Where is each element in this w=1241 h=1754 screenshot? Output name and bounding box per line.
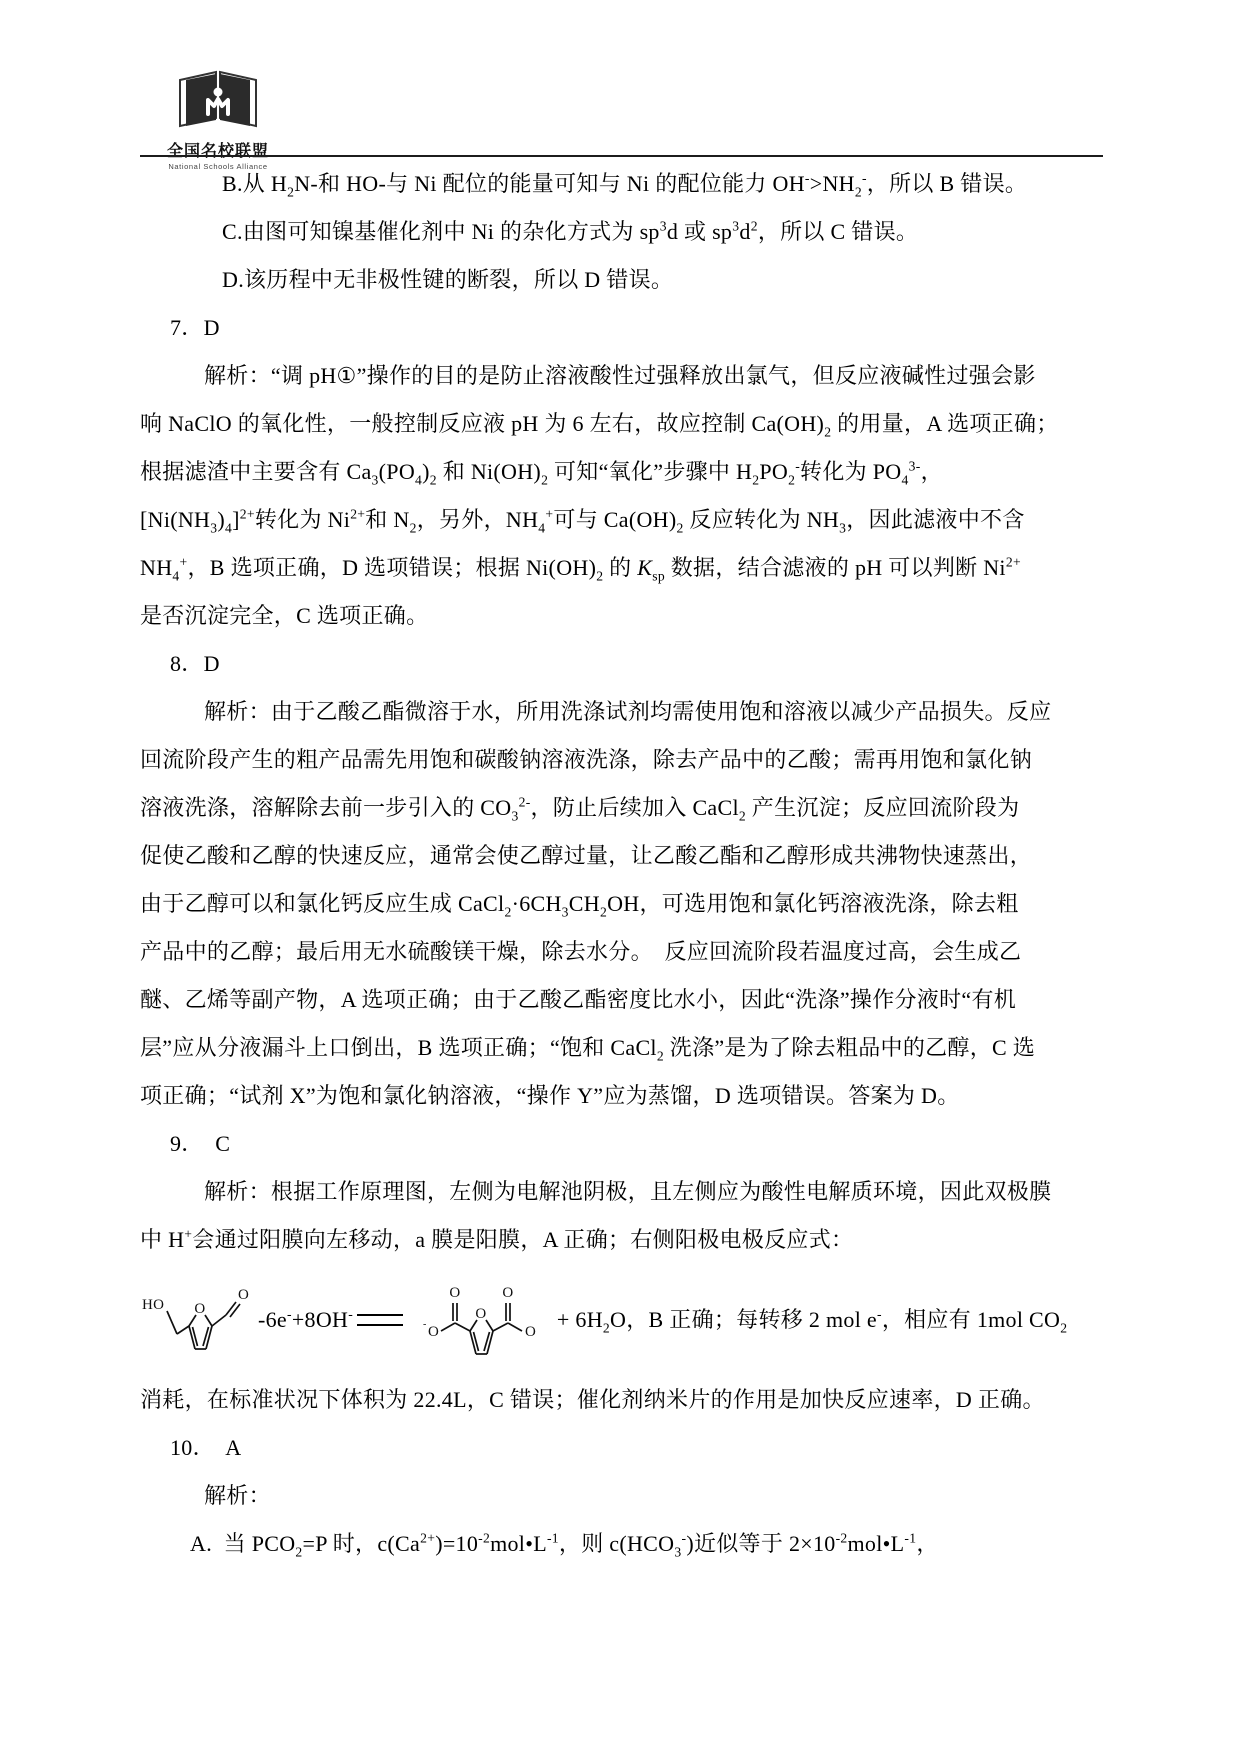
text-block-top <box>140 160 1108 1264</box>
text-line: 根据滤渣中主要含有 $Ca_3(PO_4)_2$ 和 $Ni(OH)_2$ 可知“氧化”步骤中 $H_2PO_2^-$转化为 $PO_4^{3-}$， <box>140 458 943 488</box>
svg-text:HO: HO <box>142 1297 165 1313</box>
equation-right-text: + $6H_2O$，B 正确；每转移 2 mol e-，相应有 1mol $CO_2$ <box>551 1306 1068 1336</box>
svg-text:O: O <box>475 1306 487 1322</box>
reaction-equals-sign <box>357 1314 403 1326</box>
svg-text:O: O <box>449 1285 461 1301</box>
text-block-bottom <box>140 1376 1108 1568</box>
text-line: A. 当 $PCO_2=P$ 时，$c(Ca^{2+})=10^{-2}mol•L^{-1}$，则 $c(HCO_3^-)$近似等于 $2\times 10^{-2}mol•L^{-1}$， <box>190 1530 939 1560</box>
hmf-structure <box>140 1277 258 1363</box>
text-line: 解析： <box>204 1483 271 1508</box>
logo-subtitle: National Schools Alliance <box>168 162 268 171</box>
equation-left-text: -6e-+8OH- <box>258 1306 354 1332</box>
text-line: 响 NaClO 的氧化性，一般控制反应液 pH 为 6 左右，故应控制 $Ca(OH)_2$ 的用量，A 选项正确； <box>140 411 1059 440</box>
svg-text:-: - <box>423 1319 427 1330</box>
fdca-structure <box>411 1275 551 1365</box>
document-content <box>140 160 1108 1568</box>
text-line: 解析：由于乙酸乙酯微溶于水，所用洗涤试剂均需使用饱和溶液以减少产品损失。反应 <box>204 699 1052 724</box>
text-line: 是否沉淀完全，C 选项正确。 <box>140 603 429 628</box>
open-book-icon <box>172 68 264 132</box>
text-line: 中 H+会通过阳膜向左移动，a 膜是阳膜，A 正确；右侧阳极电极反应式： <box>140 1226 854 1252</box>
text-line: 层”应从分液漏斗上口倒出，B 选项正确；“饱和 CaCl$_2$ 洗涤”是为了除去粗品中的乙醇，C 选 <box>140 1035 1036 1064</box>
text-line: 10． A <box>170 1435 242 1460</box>
svg-text:O: O <box>428 1324 440 1340</box>
text-line: 8．D <box>170 651 220 676</box>
electrode-equation-line <box>140 1264 1108 1376</box>
text-line: 9． C <box>170 1131 231 1156</box>
text-line: 回流阶段产生的粗产品需先用饱和碳酸钠溶液洗涤，除去产品中的乙酸；需再用饱和氯化钠 <box>140 747 1033 772</box>
text-line: C.由图可知镍基催化剂中 Ni 的杂化方式为 $sp^3d$ 或 $sp^3d^2$，所以 C 错误。 <box>222 218 919 244</box>
text-line: 促使乙酸和乙醇的快速反应，通常会使乙醇过量，让乙酸乙酯和乙醇形成共沸物快速蒸出， <box>140 843 1033 868</box>
text-line: $[Ni(NH_3)_4]^{2+}$转化为 $Ni^{2+}$和 $N_2$，另外，$NH_4^+$可与 $Ca(OH)_2$ 反应转化为 $NH_3$，因此滤液中不含 <box>140 506 1025 536</box>
text-line: 溶液洗涤，溶解除去前一步引入的 $CO_3^{2-}$，防止后续加入 CaCl$_2$ 产生沉淀；反应回流阶段为 <box>140 794 1020 824</box>
svg-text:O: O <box>238 1287 250 1303</box>
logo-title: 全国名校联盟 <box>166 143 269 160</box>
text-line: 消耗，在标准状况下体积为 22.4L，C 错误；催化剂纳米片的作用是加快反应速率，D 正确。 <box>140 1387 1045 1412</box>
text-line: 解析：根据工作原理图，左侧为电解池阴极，且左侧应为酸性电解质环境，因此双极膜 <box>204 1179 1052 1204</box>
text-line: B.从 $H_2N-$和 HO-与 Ni 配位的能量可知与 Ni 的配位能力 $OH^->NH_2^-$，所以 B 错误。 <box>222 170 1028 200</box>
text-line: 项正确；“试剂 X”为饱和氯化钠溶液，“操作 Y”应为蒸馏，D 选项错误。答案为 D。 <box>140 1083 960 1108</box>
svg-text:O: O <box>502 1285 514 1301</box>
svg-text:O: O <box>194 1301 206 1317</box>
text-line: 产品中的乙醇；最后用无水硫酸镁干燥，除去水分。 反应回流阶段若温度过高，会生成乙 <box>140 939 1022 964</box>
text-line: 7．D <box>170 315 220 340</box>
text-line: 醚、乙烯等副产物，A 选项正确；由于乙酸乙酯密度比水小，因此“洗涤”操作分液时“有机 <box>140 987 1017 1012</box>
text-line: $NH_4^+$，B 选项正确，D 选项错误；根据 $Ni(OH)_2$ 的 $K_{sp}$ 数据，结合滤液的 pH 可以判断 $Ni^{2+}$ <box>140 554 1021 584</box>
header-rule <box>140 155 1103 157</box>
svg-text:O: O <box>525 1324 537 1340</box>
text-line: 解析：“调 pH①”操作的目的是防止溶液酸性过强释放出氯气，但反应液碱性过强会影 <box>204 363 1036 388</box>
text-line: D.该历程中无非极性键的断裂，所以 D 错误。 <box>222 267 674 292</box>
text-line: 由于乙醇可以和氯化钙反应生成 $CaCl_2\cdot 6CH_3CH_2OH$，可选用饱和氯化钙溶液洗涤，除去粗 <box>140 891 1019 920</box>
